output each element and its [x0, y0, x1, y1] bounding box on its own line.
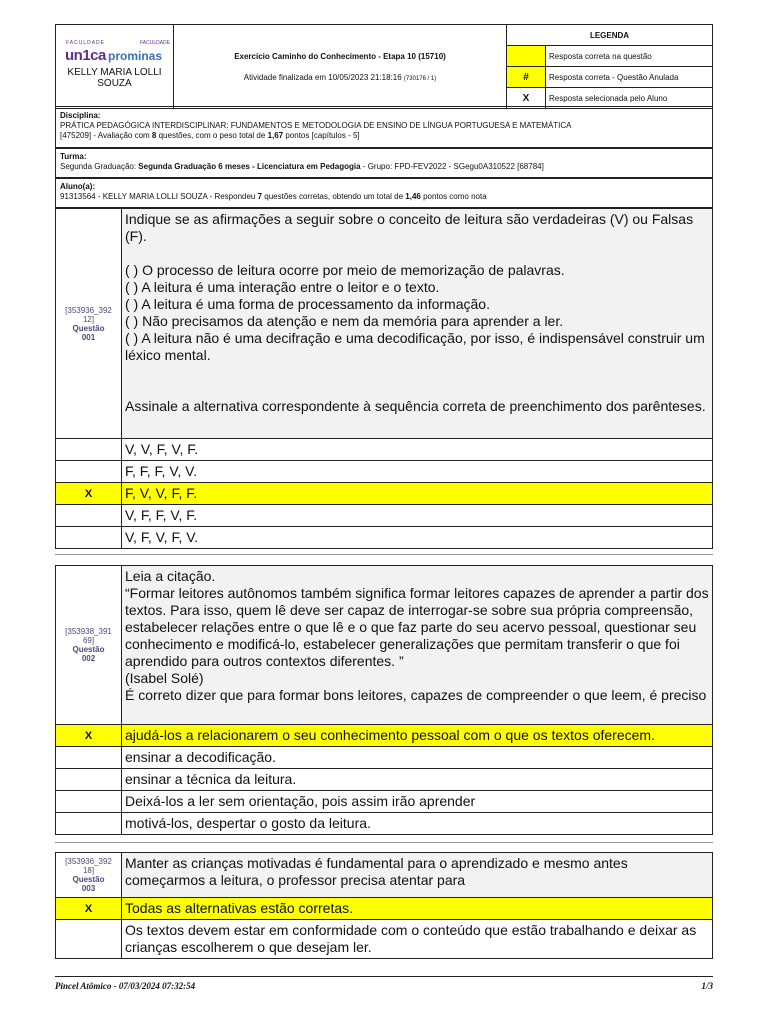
course-name: Segunda Graduação 6 meses - Licenciatura em Pedagogia	[138, 162, 361, 171]
legend-text-selected: Resposta selecionada pelo Aluno	[546, 88, 713, 109]
question-number-cell: [353938_391 69] Questão 002	[56, 566, 122, 725]
question-001	[55, 208, 713, 549]
question-number-cell: [353936_392 18] Questão 003	[56, 853, 122, 898]
selected-mark: X	[56, 483, 122, 505]
option[interactable]: V, F, F, V, F.	[122, 505, 713, 527]
divider	[55, 842, 713, 843]
institution-logo: FACULDADE FACULDADE un1ca prominas	[65, 40, 171, 64]
question-002	[55, 565, 713, 835]
correct-count: 7	[257, 192, 263, 201]
legend-symbol-annulled: #	[507, 67, 546, 88]
aluno-box: Aluno(a): 91313564 - KELLY MARIA LOLLI SOUZA - Respondeu 7 questões corretas, obtendo um total de 1,46 pontos como nota	[55, 178, 713, 208]
option-selected[interactable]: Todas as alternativas estão corretas.	[122, 898, 713, 920]
option[interactable]: ensinar a decodificação.	[122, 747, 713, 769]
option[interactable]: V, V, F, V, F.	[122, 439, 713, 461]
selected-mark: X	[56, 725, 122, 747]
total-weight: 1,67	[267, 131, 284, 140]
option[interactable]: V, F, V, F, V.	[122, 527, 713, 549]
legend-text-annulled: Resposta correta - Questão Anulada	[546, 67, 713, 88]
student-name: KELLY MARIA LOLLI SOUZA	[67, 67, 162, 89]
question-003	[55, 852, 713, 959]
selected-mark: X	[56, 898, 122, 920]
page-number: 1/3	[701, 981, 713, 991]
legend-symbol-selected: X	[507, 88, 546, 109]
logo-cell	[56, 25, 174, 109]
exercise-info	[174, 25, 507, 109]
legend-symbol-correct	[507, 46, 546, 67]
finished-code: (730176 / 1)	[403, 75, 437, 82]
disciplina-name: PRÁTICA PEDAGÓGICA INTERDISCIPLINAR: FUNDAMENTOS E METODOLOGIA DE ENSINO DE LÍNGUA PORTUGUESA E MATEMÁTICA	[60, 121, 572, 130]
page-footer	[55, 976, 713, 991]
option[interactable]: ensinar a técnica da leitura.	[122, 769, 713, 791]
question-text: Leia a citação. “Formar leitores autônomos também significa formar leitores capazes de aprender a partir dos textos. Para isso, quem lê deve ser capaz de interrogar-se sobre sua própria compreensão, estabelecer relações entre o que lê e o que faz parte do seu acervo pessoal, questionar seu conhecimento e modificá-lo, estabelecer generalizações que permitam transferir o que foi aprendido para outros contextos diferentes. ” (Isabel Solé) É correto dizer que para formar bons leitores, capazes de compreender o que leem, é preciso	[122, 566, 713, 725]
score: 1,46	[405, 192, 421, 201]
question-text: Manter as crianças motivadas é fundamental para o aprendizado e mesmo antes começarmos a leitura, o professor precisa atentar para	[122, 853, 713, 898]
option[interactable]: Deixá-los a ler sem orientação, pois assim irão aprender	[122, 791, 713, 813]
exercise-title: Exercício Caminho do Conhecimento - Etapa 10 (15710)	[234, 51, 446, 61]
legend-text-correct: Resposta correta na questão	[546, 46, 713, 67]
num-questions: 8	[151, 131, 157, 140]
option-selected[interactable]: ajudá-los a relacionarem o seu conhecimento pessoal com o que os textos oferecem.	[122, 725, 713, 747]
footer-timestamp: Pincel Atômico - 07/03/2024 07:32:54	[55, 981, 196, 991]
aluno-label: Aluno(a):	[60, 182, 96, 191]
question-text: Indique se as afirmações a seguir sobre o conceito de leitura são verdadeiras (V) ou Falsas (F). ( ) O processo de leitura ocorre por meio de memorização de palavras. ( ) A leitura é uma interação entre o leitor e o texto. ( ) A leitura é uma forma de processamento da informação. ( ) Não precisamos da atenção e nem da memória para aprender a ler. ( ) A leitura não é uma decifração e uma decodificação, por isso, é indispensável construir um léxico mental. Assinale a alternativa correspondente à sequência correta de preenchimento dos parênteses.	[122, 209, 713, 439]
option[interactable]: F, F, F, V, V.	[122, 461, 713, 483]
legend-title: LEGENDA	[507, 25, 713, 46]
turma-box: Turma: Segunda Graduação: Segunda Graduação 6 meses - Licenciatura em Pedagogia - Grupo: FPD-FEV2022 - SGegu0A310522 [68784]	[55, 148, 713, 178]
option-selected[interactable]: F, V, V, F, F.	[122, 483, 713, 505]
question-number-cell: [353936_392 12] Questão 001	[56, 209, 122, 439]
header-table	[55, 24, 713, 109]
option[interactable]: motivá-los, despertar o gosto da leitura.	[122, 813, 713, 835]
turma-label: Turma:	[60, 152, 87, 161]
disciplina-box: Disciplina: PRÁTICA PEDAGÓGICA INTERDISCIPLINAR: FUNDAMENTOS E METODOLOGIA DE ENSINO DE LÍNGUA PORTUGUESA E MATEMÁTICA [475209] - Avaliação com 8 questões, com o peso total de 1,67 pontos [capítulos - 5]	[55, 106, 713, 148]
finished-label: Atividade finalizada em 10/05/2023 21:18:16	[243, 72, 402, 82]
disciplina-label: Disciplina:	[60, 111, 101, 120]
divider	[55, 554, 713, 555]
option[interactable]: Os textos devem estar em conformidade com o conteúdo que estão trabalhando e deixar as crianças escolherem o que desejam ler.	[122, 920, 713, 959]
